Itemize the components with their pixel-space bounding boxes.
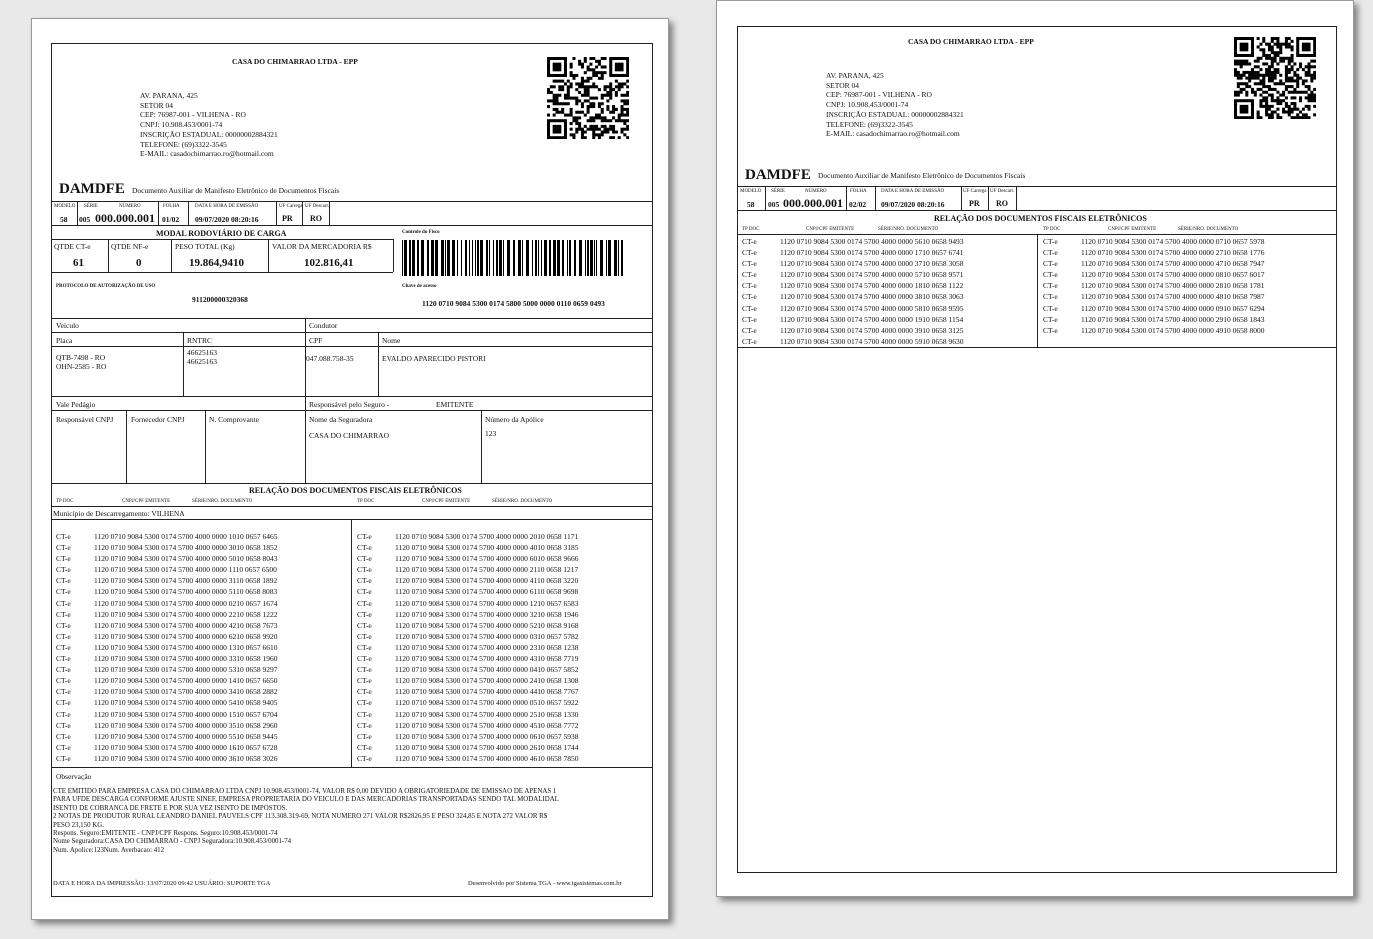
doc-key: 1120 0710 9084 5300 0174 5700 4000 0000 1910 0658 1154 bbox=[780, 314, 964, 324]
doc-key: 1120 0710 9084 5300 0174 5700 4000 0000 1110 0657 6500 bbox=[94, 565, 277, 575]
doc-key: 1120 0710 9084 5300 0174 5700 4000 0000 3410 0658 2882 bbox=[94, 687, 278, 697]
damdfe-title: DAMDFE bbox=[745, 167, 811, 183]
municipio-label: Município de Descarregamento: VILHENA bbox=[53, 509, 185, 518]
doc-key: 1120 0710 9084 5300 0174 5700 4000 0000 3610 0658 3026 bbox=[94, 753, 278, 763]
doc-row bbox=[357, 731, 578, 742]
doc-type: CT-e bbox=[56, 742, 71, 752]
cpf-value: 047.088.758-35 bbox=[306, 354, 354, 363]
doc-row bbox=[742, 336, 963, 347]
doc-type: CT-e bbox=[357, 576, 372, 586]
doc-key: 1120 0710 9084 5300 0174 5700 4000 0000 0710 0657 5978 bbox=[1081, 237, 1265, 246]
modelo-value: 58 bbox=[60, 215, 68, 224]
qr-code-icon bbox=[1234, 37, 1316, 119]
doc-type: CT-e bbox=[56, 587, 71, 597]
doc-row bbox=[1043, 236, 1264, 247]
doc-type: CT-e bbox=[742, 292, 757, 302]
doc-key: 1120 0710 9084 5300 0174 5700 4000 0000 2410 0658 1308 bbox=[395, 676, 579, 686]
doc-row bbox=[357, 720, 578, 731]
doc-key: 1120 0710 9084 5300 0174 5700 4000 0000 4010 0658 3185 bbox=[395, 543, 579, 553]
doc-type: CT-e bbox=[742, 248, 757, 258]
doc-row bbox=[357, 664, 578, 675]
doc-key: 1120 0710 9084 5300 0174 5700 4000 0000 5910 0658 9630 bbox=[780, 336, 964, 346]
protocolo-value: 911200000320368 bbox=[192, 295, 248, 304]
doc-row bbox=[742, 280, 963, 291]
doc-type: CT-e bbox=[742, 325, 757, 335]
doc-type: CT-e bbox=[357, 665, 372, 675]
doc-row bbox=[357, 553, 578, 564]
doc-key: 1120 0710 9084 5300 0174 5700 4000 0000 1710 0657 6741 bbox=[780, 248, 964, 258]
doc-row bbox=[56, 686, 277, 697]
doc-row bbox=[357, 753, 578, 764]
controle-fisco-label: Controle do Fisco bbox=[402, 230, 440, 235]
doc-key: 1120 0710 9084 5300 0174 5700 4000 0000 3810 0658 3063 bbox=[780, 292, 964, 302]
doc-row bbox=[357, 531, 578, 542]
doc-row bbox=[56, 709, 277, 720]
doc-row bbox=[56, 642, 277, 653]
doc-type: CT-e bbox=[56, 731, 71, 741]
doc-row bbox=[357, 709, 578, 720]
doc-type: CT-e bbox=[357, 532, 372, 541]
doc-row bbox=[56, 609, 277, 620]
page-2-border: CASA DO CHIMARRAO LTDA - EPP AV. PARANA, 425 SETOR 04 CEP: 76987-001 - VILHENA - RO CNPJ: 10.908.453/0001-74 INSCRIÇÃO ESTADUAL: 00000002884321 TELEFONE: (69)3322-3545 E-MAIL: casadochimarrao.ro@hotmail.com DAMDFE Documento Auxiliar de Manifesto Eletrônico de Documentos Fiscais MODELO SÉRIE NÚMERO FOLHA DATA E HORA DE EMISSÃO UF Carrega UF Descarr. 58 005 000.000.001 02/02 09/07/2020 08:20:16 PR RO RELAÇÃO DOS DOCUMENTOS FISCAIS ELETRÔNICOS TP DOC CNPJ/CPF EMITENTE SÉRIE/NRO. DOCUMENTO TP DOC CNPJ/CPF EMITENTE SÉRIE/NRO. DOCUMENTO CT-e 1120 0710 9084 5300 0174 5700 4000 0000 5610 0658 9493 CT-e 1120 0710 9084 5300 0174 5700 4000 0000 1710 0657 6741 CT-e 1120 0710 9084 5300 0174 5700 4000 0000 3710 0658 3058 CT-e 1120 0710 9084 5300 0174 5700 4000 0000 5710 0658 9571 CT-e 1120 0710 9084 5300 0174 5700 4000 0000 1810 0658 1122 CT-e 1120 0710 9084 5300 0174 5700 4000 0000 3810 0658 3063 CT-e 1120 0710 9084 5300 0174 5700 4000 0000 5810 0658 9595 CT-e 1120 0710 9084 5300 0174 5700 4000 0000 1910 0658 1154 CT-e 1120 0710 9084 5300 0174 5700 4000 0000 3910 0658 3125 CT-e 1120 0710 9084 5300 0174 5700 4000 0000 5910 0658 9630 CT-e 1120 0710 9084 5300 0174 5700 4000 0000 0710 0657 5978 CT-e 1120 0710 9084 5300 0174 5700 4000 0000 2710 0658 1776 CT-e 1120 0710 9084 5300 0174 5700 4000 0000 4710 0658 7947 CT-e 1120 0710 9084 5300 0174 5700 4000 0000 0810 0657 6017 CT-e 1120 0710 9084 5300 0174 5700 4000 0000 2810 0658 1781 CT-e 1120 0710 9084 5300 0174 5700 4000 0000 4810 0658 7987 CT-e 1120 0710 9084 5300 0174 5700 4000 0000 0910 0657 6294 CT-e 1120 0710 9084 5300 0174 5700 4000 0000 2910 0658 1843 CT-e 1120 0710 9084 5300 0174 5700 4000 0000 4910 0658 8000 bbox=[737, 26, 1337, 873]
doc-key: 1120 0710 9084 5300 0174 5700 4000 0000 5110 0658 8083 bbox=[94, 587, 278, 597]
doc-type: CT-e bbox=[357, 620, 372, 630]
doc-type: CT-e bbox=[1043, 270, 1058, 280]
doc-type: CT-e bbox=[1043, 281, 1058, 291]
doc-key: 1120 0710 9084 5300 0174 5700 4000 0000 5610 0658 9493 bbox=[780, 237, 964, 246]
doc-type: CT-e bbox=[357, 554, 372, 564]
doc-key: 1120 0710 9084 5300 0174 5700 4000 0000 2810 0658 1781 bbox=[1081, 281, 1265, 291]
responsavel-seguro-label: Responsável pelo Seguro - bbox=[309, 400, 390, 409]
veiculo-label: Veículo bbox=[56, 321, 79, 330]
doc-row bbox=[357, 586, 578, 597]
doc-key: 1120 0710 9084 5300 0174 5700 4000 0000 1210 0657 6583 bbox=[395, 598, 579, 608]
company-name: CASA DO CHIMARRAO LTDA - EPP bbox=[908, 37, 1034, 46]
doc-type: CT-e bbox=[357, 676, 372, 686]
doc-type: CT-e bbox=[56, 676, 71, 686]
doc-row bbox=[1043, 280, 1264, 291]
doc-row bbox=[357, 564, 578, 575]
doc-type: CT-e bbox=[357, 709, 372, 719]
doc-type: CT-e bbox=[357, 631, 372, 641]
doc-row bbox=[56, 564, 277, 575]
doc-key: 1120 0710 9084 5300 0174 5700 4000 0000 2610 0658 1744 bbox=[395, 742, 579, 752]
doc-row bbox=[1043, 314, 1264, 325]
doc-key: 1120 0710 9084 5300 0174 5700 4000 0000 5010 0658 8043 bbox=[94, 554, 278, 564]
doc-key: 1120 0710 9084 5300 0174 5700 4000 0000 0410 0657 5852 bbox=[395, 665, 579, 675]
doc-row bbox=[742, 314, 963, 325]
company-name: CASA DO CHIMARRAO LTDA - EPP bbox=[232, 57, 358, 66]
doc-type: CT-e bbox=[357, 598, 372, 608]
doc-type: CT-e bbox=[56, 532, 71, 541]
doc-list-p2-left bbox=[742, 236, 963, 347]
doc-row bbox=[56, 753, 277, 764]
damdfe-subtitle: Documento Auxiliar de Manifesto Eletrônico de Documentos Fiscais bbox=[132, 186, 340, 195]
doc-type: CT-e bbox=[56, 665, 71, 675]
doc-type: CT-e bbox=[56, 709, 71, 719]
doc-type: CT-e bbox=[357, 609, 372, 619]
seguradora-value: CASA DO CHIMARRAO bbox=[309, 431, 390, 440]
doc-key: 1120 0710 9084 5300 0174 5700 4000 0000 3510 0658 2960 bbox=[94, 720, 278, 730]
doc-key: 1120 0710 9084 5300 0174 5700 4000 0000 1310 0657 6610 bbox=[94, 642, 278, 652]
doc-type: CT-e bbox=[742, 303, 757, 313]
doc-type: CT-e bbox=[1043, 292, 1058, 302]
doc-row bbox=[742, 291, 963, 302]
protocolo-label: PROTOCOLO DE AUTORIZAÇÃO DE USO bbox=[56, 284, 156, 289]
doc-key: 1120 0710 9084 5300 0174 5700 4000 0000 2210 0658 1222 bbox=[94, 609, 278, 619]
doc-row bbox=[56, 598, 277, 609]
doc-type: CT-e bbox=[357, 543, 372, 553]
doc-type: CT-e bbox=[56, 620, 71, 630]
doc-key: 1120 0710 9084 5300 0174 5700 4000 0000 0610 0657 5938 bbox=[395, 731, 579, 741]
doc-type: CT-e bbox=[1043, 259, 1058, 269]
doc-key: 1120 0710 9084 5300 0174 5700 4000 0000 1010 0657 6465 bbox=[94, 532, 278, 541]
doc-type: CT-e bbox=[742, 314, 757, 324]
valor-value: 102.816,41 bbox=[304, 257, 354, 269]
doc-row bbox=[742, 269, 963, 280]
doc-key: 1120 0710 9084 5300 0174 5700 4000 0000 4210 0658 7673 bbox=[94, 620, 278, 630]
doc-row bbox=[56, 742, 277, 753]
doc-row bbox=[56, 575, 277, 586]
barcode-icon bbox=[402, 240, 632, 276]
doc-row bbox=[357, 598, 578, 609]
doc-type: CT-e bbox=[742, 336, 757, 346]
doc-key: 1120 0710 9084 5300 0174 5700 4000 0000 2310 0658 1238 bbox=[395, 642, 579, 652]
doc-key: 1120 0710 9084 5300 0174 5700 4000 0000 5510 0658 9445 bbox=[94, 731, 278, 741]
doc-row bbox=[56, 542, 277, 553]
doc-type: CT-e bbox=[357, 642, 372, 652]
doc-row bbox=[1043, 258, 1264, 269]
doc-key: 1120 0710 9084 5300 0174 5700 4000 0000 1810 0658 1122 bbox=[780, 281, 964, 291]
doc-key: 1120 0710 9084 5300 0174 5700 4000 0000 4810 0658 7987 bbox=[1081, 292, 1265, 302]
doc-row bbox=[742, 303, 963, 314]
chave-label: Chave de acesso bbox=[402, 284, 437, 289]
doc-row bbox=[357, 642, 578, 653]
doc-row bbox=[742, 236, 963, 247]
doc-row bbox=[56, 653, 277, 664]
doc-key: 1120 0710 9084 5300 0174 5700 4000 0000 6010 0658 9666 bbox=[395, 554, 579, 564]
doc-key: 1120 0710 9084 5300 0174 5700 4000 0000 0210 0657 1674 bbox=[94, 598, 278, 608]
rntrc-list: 46625163 46625163 bbox=[187, 348, 217, 366]
doc-row bbox=[1043, 269, 1264, 280]
doc-row bbox=[357, 575, 578, 586]
doc-key: 1120 0710 9084 5300 0174 5700 4000 0000 2110 0658 1217 bbox=[395, 565, 579, 575]
doc-type: CT-e bbox=[1043, 314, 1058, 324]
doc-row bbox=[56, 553, 277, 564]
doc-row bbox=[357, 620, 578, 631]
doc-key: 1120 0710 9084 5300 0174 5700 4000 0000 0510 0657 5922 bbox=[395, 698, 579, 708]
sistema-info: Desenvolvido por Sistema TGA - www.tgasistemas.com.br bbox=[468, 880, 622, 887]
doc-row bbox=[742, 247, 963, 258]
doc-key: 1120 0710 9084 5300 0174 5700 4000 0000 3010 0658 1852 bbox=[94, 543, 278, 553]
doc-type: CT-e bbox=[742, 259, 757, 269]
doc-row bbox=[56, 586, 277, 597]
doc-row bbox=[357, 653, 578, 664]
doc-key: 1120 0710 9084 5300 0174 5700 4000 0000 6210 0658 9920 bbox=[94, 631, 278, 641]
doc-type: CT-e bbox=[357, 565, 372, 575]
peso-value: 19.864,9410 bbox=[189, 257, 244, 269]
doc-type: CT-e bbox=[357, 720, 372, 730]
doc-key: 1120 0710 9084 5300 0174 5700 4000 0000 5410 0658 9405 bbox=[94, 698, 278, 708]
doc-type: CT-e bbox=[56, 543, 71, 553]
doc-type: CT-e bbox=[56, 720, 71, 730]
doc-key: 1120 0710 9084 5300 0174 5700 4000 0000 4710 0658 7947 bbox=[1081, 259, 1265, 269]
doc-row bbox=[56, 620, 277, 631]
serie-value: 005 bbox=[79, 215, 91, 224]
doc-list-p1-right bbox=[357, 531, 578, 764]
doc-type: CT-e bbox=[357, 687, 372, 697]
doc-key: 1120 0710 9084 5300 0174 5700 4000 0000 3910 0658 3125 bbox=[780, 325, 964, 335]
damdfe-title: DAMDFE bbox=[59, 181, 125, 197]
doc-type: CT-e bbox=[1043, 237, 1058, 246]
doc-type: CT-e bbox=[742, 281, 757, 291]
doc-row bbox=[56, 697, 277, 708]
qtde-cte-value: 61 bbox=[73, 257, 84, 269]
doc-key: 1120 0710 9084 5300 0174 5700 4000 0000 2010 0658 1171 bbox=[395, 532, 579, 541]
doc-key: 1120 0710 9084 5300 0174 5700 4000 0000 1610 0657 6728 bbox=[94, 742, 278, 752]
uf-carrega-value: PR bbox=[282, 214, 293, 223]
page-2 bbox=[716, 0, 1354, 897]
doc-type: CT-e bbox=[56, 642, 71, 652]
doc-row bbox=[56, 731, 277, 742]
docs-title: RELAÇÃO DOS DOCUMENTOS FISCAIS ELETRÔNICOS bbox=[934, 214, 1147, 223]
doc-key: 1120 0710 9084 5300 0174 5700 4000 0000 3210 0658 1946 bbox=[395, 609, 579, 619]
doc-type: CT-e bbox=[56, 698, 71, 708]
doc-type: CT-e bbox=[56, 631, 71, 641]
nome-value: EVALDO APARECIDO PISTORI bbox=[382, 354, 486, 363]
doc-row bbox=[357, 609, 578, 620]
doc-key: 1120 0710 9084 5300 0174 5700 4000 0000 2910 0658 1843 bbox=[1081, 314, 1265, 324]
doc-key: 1120 0710 9084 5300 0174 5700 4000 0000 4510 0658 7772 bbox=[395, 720, 579, 730]
doc-type: CT-e bbox=[56, 609, 71, 619]
doc-row bbox=[56, 664, 277, 675]
doc-type: CT-e bbox=[742, 237, 757, 246]
doc-row bbox=[1043, 325, 1264, 336]
doc-type: CT-e bbox=[56, 753, 71, 763]
doc-row bbox=[357, 542, 578, 553]
doc-key: 1120 0710 9084 5300 0174 5700 4000 0000 1410 0657 6650 bbox=[94, 676, 278, 686]
doc-type: CT-e bbox=[357, 698, 372, 708]
chave-value: 1120 0710 9084 5300 0174 5800 5000 0000 0110 0659 0493 bbox=[422, 299, 605, 308]
uf-descarrega-value: RO bbox=[310, 214, 322, 223]
doc-key: 1120 0710 9084 5300 0174 5700 4000 0000 0310 0657 5782 bbox=[395, 631, 579, 641]
doc-type: CT-e bbox=[357, 654, 372, 664]
doc-type: CT-e bbox=[56, 576, 71, 586]
doc-key: 1120 0710 9084 5300 0174 5700 4000 0000 4410 0658 7767 bbox=[395, 687, 579, 697]
responsavel-seguro-value: EMITENTE bbox=[436, 400, 474, 409]
doc-row bbox=[357, 686, 578, 697]
doc-key: 1120 0710 9084 5300 0174 5700 4000 0000 5810 0658 9595 bbox=[780, 303, 964, 313]
page-1 bbox=[31, 18, 669, 920]
doc-row bbox=[357, 675, 578, 686]
doc-key: 1120 0710 9084 5300 0174 5700 4000 0000 5710 0658 9571 bbox=[780, 270, 964, 280]
doc-list-p2-right bbox=[1043, 236, 1264, 336]
damdfe-subtitle: Documento Auxiliar de Manifesto Eletrônico de Documentos Fiscais bbox=[818, 171, 1026, 180]
doc-key: 1120 0710 9084 5300 0174 5700 4000 0000 4610 0658 7850 bbox=[395, 753, 579, 763]
doc-type: CT-e bbox=[357, 731, 372, 741]
impressao-info: DATA E HORA DA IMPRESSÃO: 13/07/2020 09:42 USUÁRIO: SUPORTE TGA bbox=[53, 880, 271, 887]
company-address: AV. PARANA, 425 SETOR 04 CEP: 76987-001 - VILHENA - RO CNPJ: 10.908.453/0001-74 INSCRIÇÃO ESTADUAL: 00000002884321 TELEFONE: (69)3322-3545 E-MAIL: casadochimarrao.ro@hotmail.com bbox=[826, 71, 964, 139]
doc-row bbox=[357, 697, 578, 708]
observacao-text: CTE EMITIDO PARA EMPRESA CASA DO CHIMARRAO LTDA CNPJ 10.908.453/0001-74, VALOR R$ 0,00 DEVIDO A OBRIGATORIEDADE DE EMISSAO DE APENAS 1 PARA UFDE DESCARGA CONFORME AJUSTE SINEF, EMPRESA PROPRIETARIA DO VEICULO E DAS MERCADORIAS TRANSPORTADAS SENDO TAL MODALIDAL ISENTO DE COBRANCA DE FRETE E POR SUA VEZ ISENTO DE IMPOSTOS. 2 NOTAS DE PRODUTOR RURAL LEANDRO DANIEL PAUVELS CPF 113.308.319-69, NOTA NUMERO 271 VALOR R$2826,95 E PESO 324,85 E NOTA 272 VALOR R$ PESO 23,150 KG. Respons. Seguro:EMITENTE - CNPJ/CPF Respons. Seguro:10.908.453/0001-74 Nome Seguradora:CASA DO CHIMARRAO - CNPJ Seguradora:10.908.453/0001-74 Num. Apolice:123Num. Averbacao: 412 bbox=[53, 788, 559, 854]
doc-key: 1120 0710 9084 5300 0174 5700 4000 0000 3110 0658 1892 bbox=[94, 576, 278, 586]
doc-type: CT-e bbox=[357, 742, 372, 752]
qtde-nfe-value: 0 bbox=[136, 257, 142, 269]
doc-type: CT-e bbox=[1043, 248, 1058, 258]
doc-row bbox=[357, 742, 578, 753]
doc-key: 1120 0710 9084 5300 0174 5700 4000 0000 1510 0657 6704 bbox=[94, 709, 278, 719]
doc-key: 1120 0710 9084 5300 0174 5700 4000 0000 3710 0658 3058 bbox=[780, 259, 964, 269]
doc-type: CT-e bbox=[56, 687, 71, 697]
doc-row bbox=[56, 720, 277, 731]
apolice-value: 123 bbox=[485, 429, 497, 438]
vale-pedagio-label: Vale Pedágio bbox=[56, 400, 96, 409]
doc-row bbox=[56, 675, 277, 686]
doc-key: 1120 0710 9084 5300 0174 5700 4000 0000 6110 0658 9698 bbox=[395, 587, 579, 597]
doc-key: 1120 0710 9084 5300 0174 5700 4000 0000 5310 0658 9297 bbox=[94, 665, 278, 675]
doc-row bbox=[1043, 291, 1264, 302]
doc-key: 1120 0710 9084 5300 0174 5700 4000 0000 4110 0658 3220 bbox=[395, 576, 579, 586]
doc-row bbox=[56, 631, 277, 642]
doc-list-p1-left bbox=[56, 531, 277, 764]
doc-type: CT-e bbox=[1043, 325, 1058, 335]
doc-type: CT-e bbox=[56, 654, 71, 664]
doc-type: CT-e bbox=[56, 598, 71, 608]
doc-row bbox=[56, 531, 277, 542]
doc-type: CT-e bbox=[357, 753, 372, 763]
docs-title: RELAÇÃO DOS DOCUMENTOS FISCAIS ELETRÔNICOS bbox=[249, 486, 462, 495]
doc-key: 1120 0710 9084 5300 0174 5700 4000 0000 2510 0658 1330 bbox=[395, 709, 579, 719]
doc-key: 1120 0710 9084 5300 0174 5700 4000 0000 0910 0657 6294 bbox=[1081, 303, 1265, 313]
doc-row bbox=[1043, 247, 1264, 258]
doc-key: 1120 0710 9084 5300 0174 5700 4000 0000 3310 0658 1960 bbox=[94, 654, 278, 664]
emissao-value: 09/07/2020 08:20:16 bbox=[195, 215, 259, 224]
condutor-label: Condutor bbox=[309, 321, 338, 330]
modal-title: MODAL RODOVIÁRIO DE CARGA bbox=[156, 229, 287, 238]
company-address: AV. PARANA, 425 SETOR 04 CEP: 76987-001 - VILHENA - RO CNPJ: 10.908.453/0001-74 INSCRIÇÃO ESTADUAL: 00000002884321 TELEFONE: (69)3322-3545 E-MAIL: casadochimarrao.ro@hotmail.com bbox=[140, 91, 278, 159]
doc-type: CT-e bbox=[1043, 303, 1058, 313]
doc-row bbox=[742, 325, 963, 336]
doc-key: 1120 0710 9084 5300 0174 5700 4000 0000 4310 0658 7719 bbox=[395, 654, 579, 664]
qr-code-icon bbox=[547, 57, 629, 139]
numero-value: 000.000.001 bbox=[95, 211, 155, 225]
folha-value: 01/02 bbox=[162, 215, 180, 224]
observacao-label: Observação bbox=[56, 772, 92, 781]
page-1-border: CASA DO CHIMARRAO LTDA - EPP AV. PARANA, 425 SETOR 04 CEP: 76987-001 - VILHENA - RO CNPJ: 10.908.453/0001-74 INSCRIÇÃO ESTADUAL: 00000002884321 TELEFONE: (69)3322-3545 E-MAIL: casadochimarrao.ro@hotmail.com DAMDFE Documento Auxiliar de Manifesto Eletrônico de Documentos Fiscais MODELO SÉRIE NÚMERO FOLHA DATA E HORA DE EMISSÃO UF Carrega UF Descarr. 58 005 000.000.001 01/02 09/07/2020 08:20:16 PR RO MODAL RODOVIÁRIO DE CARGA Controle do Fisco QTDE CT-e QTDE NF-e PESO TOTAL (Kg) VALOR DA MERCADORIA R$ 61 0 19.864,9410 102.816,41 PROTOCOLO DE AUTORIZAÇÃO DE USO 911200000320368 Chave de acesso 1120 0710 9084 5300 0174 5800 5000 0000 0110 0659 0493 Veículo Condutor Placa RNTRC CPF Nome QTB-7498 - RO OHN-2585 - RO 46625163 46625163 047.088.758-35 EVALDO APARECIDO PISTORI Vale Pedágio Responsável pelo Seguro - EMITENTE Responsável CNPJ Fornecedor CNPJ N. Comprovante Nome da Seguradora Número da Apólice CASA DO CHIMARRAO 123 RELAÇÃO DOS DOCUMENTOS FISCAIS ELETRÔNICOS TP DOC CNPJ/CPF EMITENTE SÉRIE/NRO. DOCUMENTO TP DOC CNPJ/CPF EMITENTE SÉRIE/NRO. DOCUMENTO Município de Descarregamento: VILHENA CT-e 1120 0710 9084 5300 0174 5700 4000 0000 1010 0657 6465 CT-e 1120 0710 9084 5300 0174 5700 4000 0000 3010 0658 1852 CT-e 1120 0710 9084 5300 0174 5700 4000 0000 5010 0658 8043 CT-e 1120 0710 9084 5300 0174 5700 4000 0000 1110 0657 6500 CT-e 1120 0710 9084 5300 0174 5700 4000 0000 3110 0658 1892 CT-e 1120 0710 9084 5300 0174 5700 4000 0000 5110 0658 8083 CT-e 1120 0710 9084 5300 0174 5700 4000 0000 0210 0657 1674 CT-e 1120 0710 9084 5300 0174 5700 4000 0000 2210 0658 1222 CT-e 1120 0710 9084 5300 0174 5700 4000 0000 4210 0658 7673 CT-e 1120 0710 9084 5300 0174 5700 4000 0000 6210 0658 9920 CT-e 1120 0710 9084 5300 0174 5700 4000 0000 1310 0657 6610 CT-e 1120 0710 9084 5300 0174 5700 4000 0000 3310 0658 1960 CT-e 1120 0710 9084 5300 0174 5700 4000 0000 5310 0658 9297 CT-e 1120 0710 9084 5300 0174 5700 4000 0000 1410 0657 6650 CT-e 1120 0710 9084 5300 0174 5700 4000 0000 3410 0658 2882 CT-e 1120 0710 9084 5300 0174 5700 4000 0000 5410 0658 9405 CT-e 1120 0710 9084 5300 0174 5700 4000 0000 1510 0657 6704 CT-e 1120 0710 9084 5300 0174 5700 4000 0000 3510 0658 2960 CT-e 1120 0710 9084 5300 0174 5700 4000 0000 5510 0658 9445 CT-e 1120 0710 9084 5300 0174 5700 4000 0000 1610 0657 6728 CT-e 1120 0710 9084 5300 0174 5700 4000 0000 3610 0658 3026 CT-e 1120 0710 9084 5300 0174 5700 4000 0000 2010 0658 1171 CT-e 1120 0710 9084 5300 0174 5700 4000 0000 4010 0658 3185 CT-e 1120 0710 9084 5300 0174 5700 4000 0000 6010 0658 9666 CT-e 1120 0710 9084 5300 0174 5700 4000 0000 2110 0658 1217 CT-e 1120 0710 9084 5300 0174 5700 4000 0000 4110 0658 3220 CT-e 1120 0710 9084 5300 0174 5700 4000 0000 6110 0658 9698 CT-e 1120 0710 9084 5300 0174 5700 4000 0000 1210 0657 6583 CT-e 1120 0710 9084 5300 0174 5700 4000 0000 3210 0658 1946 CT-e 1120 0710 9084 5300 0174 5700 4000 0000 5210 0658 9168 CT-e 1120 0710 9084 5300 0174 5700 4000 0000 0310 0657 5782 CT-e 1120 0710 9084 5300 0174 5700 4000 0000 2310 0658 1238 CT-e 1120 0710 9084 5300 0174 5700 4000 0000 4310 0658 7719 CT-e 1120 0710 9084 5300 0174 5700 4000 0000 0410 0657 5852 CT-e 1120 0710 9084 5300 0174 5700 4000 0000 2410 0658 1308 CT-e 1120 0710 9084 5300 0174 5700 4000 0000 4410 0658 7767 CT-e 1120 0710 9084 5300 0174 5700 4000 0000 0510 0657 5922 CT-e 1120 0710 9084 5300 0174 5700 4000 0000 2510 0658 1330 CT-e 1120 0710 9084 5300 0174 5700 4000 0000 4510 0658 7772 CT-e 1120 0710 9084 5300 0174 5700 4000 0000 0610 0657 5938 CT-e 1120 0710 9084 5300 0174 5700 4000 0000 2610 0658 1744 CT-e 1120 0710 9084 5300 0174 5700 4000 0000 4610 0658 7850 Observação CTE EMITIDO PARA EMPRESA CASA DO CHIMARRAO LTDA CNPJ 10.908.453/0001-74, VALOR R$ 0,00 DEVIDO A OBRIGATORIEDADE DE EMISSAO DE APENAS 1 PARA UFDE DESCARGA CONFORME AJUSTE SINEF, EMPRESA PROPRIETARIA DO VEICULO E DAS MERCADORIAS TRANSPORTADAS SENDO TAL MODALIDAL ISENTO DE COBRANCA DE FRETE E POR SUA VEZ ISENTO DE IMPOSTOS. 2 NOTAS DE PRODUTOR RURAL LEANDRO DANIEL PAUVELS CPF 113.308.319-69, NOTA NUMERO 271 VALOR R$2826,95 E PESO 324,85 E NOTA 272 VALOR R$ PESO 23,150 KG. Respons. Seguro:EMITENTE - CNPJ/CPF Respons. Seguro:10.908.453/0001-74 Nome Seguradora:CASA DO CHIMARRAO - CNPJ Seguradora:10.908.453/0001-74 Num. Apolice:123Num. Averbacao: 412 DATA E HORA DA IMPRESSÃO: 13/07/2020 09:42 USUÁRIO: SUPORTE TGA Desenvolvido por Sistema TGA - www.tgasistemas.com.br bbox=[51, 43, 653, 897]
doc-key: 1120 0710 9084 5300 0174 5700 4000 0000 2710 0658 1776 bbox=[1081, 248, 1265, 258]
doc-key: 1120 0710 9084 5300 0174 5700 4000 0000 0810 0657 6017 bbox=[1081, 270, 1265, 280]
doc-type: CT-e bbox=[56, 565, 71, 575]
doc-type: CT-e bbox=[56, 554, 71, 564]
placas-list: QTB-7498 - RO OHN-2585 - RO bbox=[56, 353, 107, 371]
doc-row bbox=[357, 631, 578, 642]
doc-row bbox=[742, 258, 963, 269]
doc-type: CT-e bbox=[357, 587, 372, 597]
doc-row bbox=[1043, 303, 1264, 314]
doc-key: 1120 0710 9084 5300 0174 5700 4000 0000 4910 0658 8000 bbox=[1081, 325, 1265, 335]
doc-type: CT-e bbox=[742, 270, 757, 280]
doc-key: 1120 0710 9084 5300 0174 5700 4000 0000 5210 0658 9168 bbox=[395, 620, 579, 630]
